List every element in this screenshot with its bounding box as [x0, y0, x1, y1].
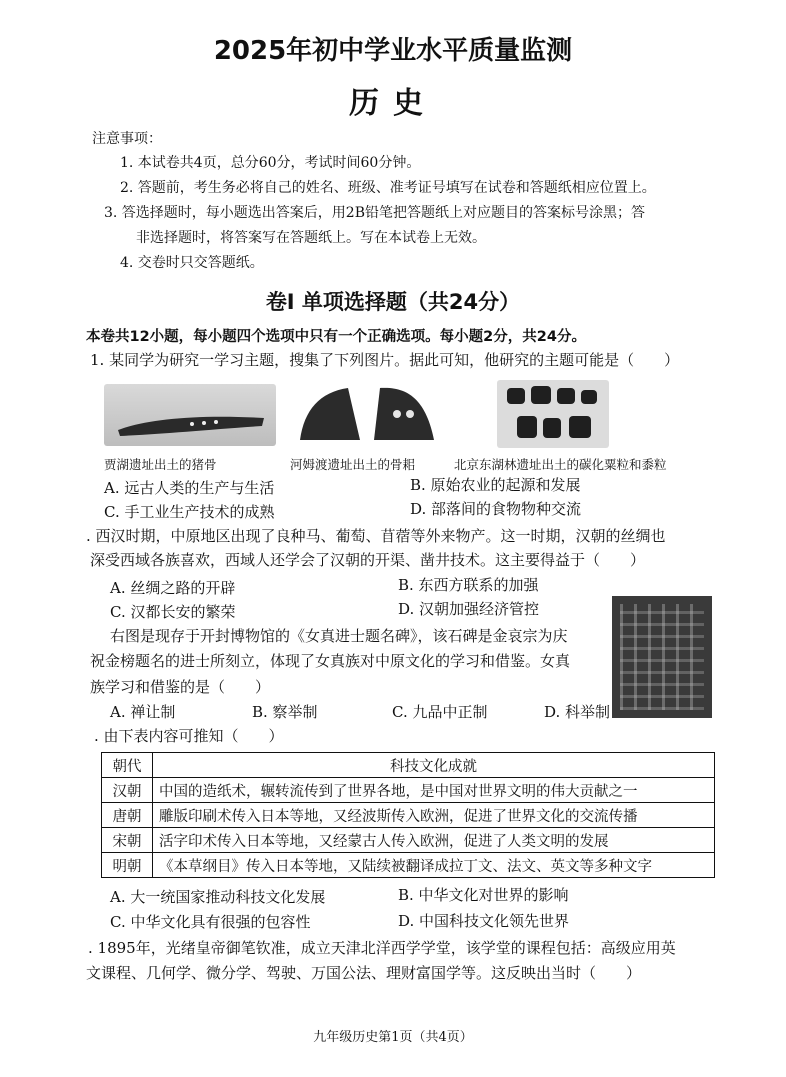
- question-1-stem: 1. 某同学为研究一学习主题，搜集了下列图片。据此可知，他研究的主题可能是（ ）: [90, 351, 680, 369]
- q4-option-a: A. 大一统国家推动科技文化发展: [110, 888, 326, 906]
- table-row: [102, 853, 715, 878]
- table-header-row: [102, 753, 715, 778]
- achievement-cell: 雕版印刷术传入日本等地，又经波斯传入欧洲，促进了世界文化的交流传播: [153, 803, 715, 828]
- q1-option-d: D. 部落间的食物物种交流: [410, 500, 582, 518]
- q4-option-c: C. 中华文化具有很强的包容性: [110, 913, 311, 931]
- question-3-line2: 祝金榜题名的进士所刻立，体现了女真族对中原文化的学习和借鉴。女真: [90, 652, 571, 670]
- q2-option-c: C. 汉都长安的繁荣: [110, 603, 236, 621]
- notice-item-3: 3. 答选择题时，每小题选出答案后，用2B铅笔把答题纸上对应题目的答案标号涂黑；答: [104, 205, 646, 221]
- table-row: [102, 778, 715, 803]
- pig-bone-icon: [104, 384, 276, 446]
- dynasty-cell: 唐朝: [102, 803, 153, 828]
- notice-item-1: 1. 本试卷共4页，总分60分，考试时间60分钟。: [120, 155, 421, 171]
- q3-option-c: C. 九品中正制: [392, 703, 488, 721]
- question-3-line3: 族学习和借鉴的是（ ）: [90, 678, 271, 696]
- q2-option-b: B. 东西方联系的加强: [398, 576, 539, 594]
- exam-title: 2025年初中学业水平质量监测: [213, 36, 573, 66]
- jurchen-stele-image: [612, 596, 712, 718]
- grain-icon: [497, 380, 609, 448]
- dynasty-cell: 汉朝: [102, 778, 153, 803]
- table-row: [102, 828, 715, 853]
- q3-option-d: D. 科举制: [544, 703, 611, 721]
- q3-option-b: B. 察举制: [252, 703, 318, 721]
- question-5-line2: 文课程、几何学、微分学、驾驶、万国公法、理财富国学等。这反映出当时（ ）: [86, 964, 642, 982]
- notice-item-3-cont: 非选择题时，将答案写在答题纸上。写在本试卷上无效。: [136, 230, 486, 246]
- dynasty-cell: 明朝: [102, 853, 153, 878]
- bone-spade-icon: [290, 380, 438, 448]
- achievement-cell: 活字印术传入日本等地，又经蒙古人传入欧洲，促进了人类文明的发展: [153, 828, 715, 853]
- bone-spade-photo: [290, 380, 438, 448]
- question-4-stem: . 由下表内容可推知（ ）: [94, 727, 284, 745]
- dynasty-cell: 宋朝: [102, 828, 153, 853]
- q4-option-d: D. 中国科技文化领先世界: [398, 912, 570, 930]
- q2-option-d: D. 汉朝加强经济管控: [398, 600, 540, 618]
- achievement-cell: 《本草纲目》传入日本等地，又陆续被翻译成拉丁文、法文、英文等多种文字: [153, 853, 715, 878]
- table-row: [102, 803, 715, 828]
- section-intro: 本卷共12小题，每小题四个选项中只有一个正确选项。每小题2分，共24分。: [86, 329, 586, 345]
- notice-item-2: 2. 答题前，考生务必将自己的姓名、班级、准考证号填写在试卷和答题纸相应位置上。: [120, 180, 656, 196]
- q4-option-b: B. 中华文化对世界的影响: [398, 886, 569, 904]
- question-5-line1: . 1895年，光绪皇帝御笔钦准，成立天津北洋西学学堂，该学堂的课程包括：高级应用英: [88, 939, 676, 957]
- q3-option-a: A. 禅让制: [110, 703, 176, 721]
- carbonized-grain-photo: [497, 380, 609, 448]
- header-dynasty: 朝代: [102, 753, 153, 778]
- question-2-line2: 深受西域各族喜欢，西域人还学会了汉朝的开渠、凿井技术。这主要得益于（ ）: [90, 551, 646, 569]
- caption-bone-spade: 河姆渡遗址出土的骨耜: [290, 457, 416, 472]
- question-3-line1: 右图是现存于开封博物馆的《女真进士题名碑》，该石碑是金哀宗为庆: [110, 627, 568, 645]
- notice-heading: 注意事项：: [92, 131, 162, 147]
- q2-option-a: A. 丝绸之路的开辟: [110, 579, 236, 597]
- notice-item-4: 4. 交卷时只交答题纸。: [120, 255, 264, 271]
- q1-option-c: C. 手工业生产技术的成熟: [104, 503, 275, 521]
- caption-grain: 北京东湖林遗址出土的碳化粟粒和黍粒: [454, 457, 667, 472]
- q1-option-b: B. 原始农业的起源和发展: [410, 476, 581, 494]
- pig-bone-photo: [104, 384, 276, 446]
- subject-title: 历史: [349, 86, 437, 121]
- question-2-line1: . 西汉时期，中原地区出现了良种马、葡萄、苜蓿等外来物产。这一时期，汉朝的丝绸也: [86, 527, 666, 545]
- achievement-cell: 中国的造纸术，辗转流传到了世界各地，是中国对世界文明的伟大贡献之一: [153, 778, 715, 803]
- header-achievement: 科技文化成就: [153, 753, 715, 778]
- q1-option-a: A. 远古人类的生产与生活: [104, 479, 275, 497]
- section-title: 卷Ⅰ 单项选择题（共24分）: [265, 290, 521, 314]
- page-footer: 九年级历史第1页（共4页）: [313, 1030, 473, 1045]
- achievements-table: [101, 752, 715, 878]
- caption-pig-bone: 贾湖遗址出土的猪骨: [104, 457, 217, 472]
